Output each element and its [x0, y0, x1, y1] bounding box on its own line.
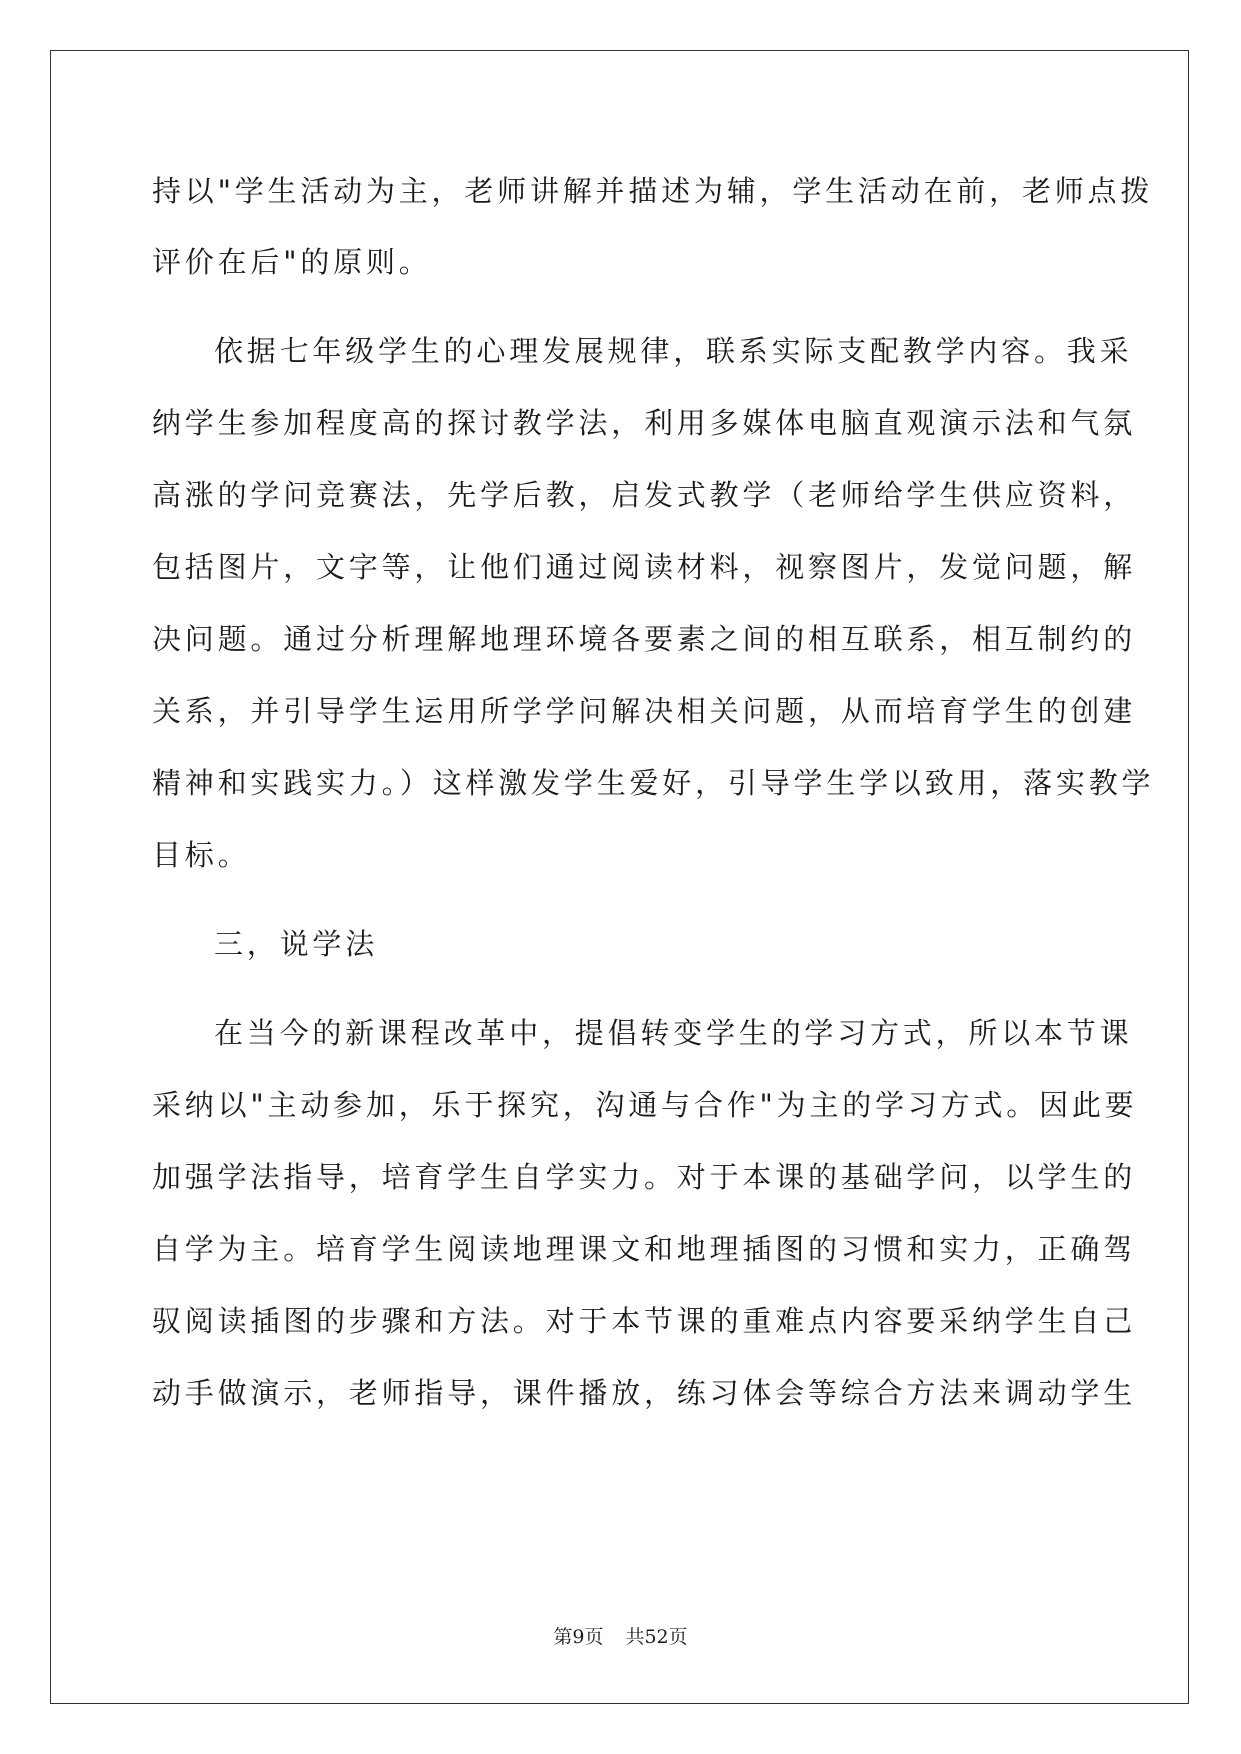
- text-line: 自学为主。培育学生阅读地理课文和地理插图的习惯和实力，正确驾: [152, 1232, 1137, 1266]
- text-line: 驭阅读插图的步骤和方法。对于本节课的重难点内容要采纳学生自己: [152, 1304, 1137, 1338]
- text-line: 评价在后"的原则。: [152, 245, 432, 279]
- section-heading: 三，说学法: [214, 927, 379, 961]
- text-line: 目标。: [152, 838, 251, 872]
- text-line: 在当今的新课程改革中，提倡转变学生的学习方式，所以本节课: [214, 1016, 1133, 1050]
- page-number: 第9页: [553, 1626, 604, 1648]
- text-line: 加强学法指导，培育学生自学实力。对于本课的基础学问，以学生的: [152, 1160, 1137, 1194]
- page-border: [50, 50, 1189, 1704]
- page-total: 共52页: [625, 1626, 688, 1648]
- text-line: 精神和实践实力。）这样激发学生爱好，引导学生学以致用，落实教学: [152, 766, 1155, 800]
- text-line: 包括图片，文字等，让他们通过阅读材料，视察图片，发觉问题，解: [152, 550, 1137, 584]
- text-line: 采纳以"主动参加，乐于探究，沟通与合作"为主的学习方式。因此要: [152, 1088, 1138, 1122]
- text-line: 高涨的学问竞赛法，先学后教，启发式教学（老师给学生供应资料，: [152, 478, 1137, 512]
- text-line: 动手做演示，老师指导，课件播放，练习体会等综合方法来调动学生: [152, 1376, 1137, 1410]
- text-line: 关系，并引导学生运用所学学问解决相关问题，从而培育学生的创建: [152, 694, 1137, 728]
- text-line: 持以"学生活动为主，老师讲解并描述为辅，学生活动在前，老师点拨: [152, 174, 1154, 208]
- page-footer: [0, 1624, 1241, 1650]
- text-line: 决问题。通过分析理解地理环境各要素之间的相互联系，相互制约的: [152, 622, 1137, 656]
- text-line: 纳学生参加程度高的探讨教学法，利用多媒体电脑直观演示法和气氛: [152, 406, 1137, 440]
- text-line: 依据七年级学生的心理发展规律，联系实际支配教学内容。我采: [214, 334, 1133, 368]
